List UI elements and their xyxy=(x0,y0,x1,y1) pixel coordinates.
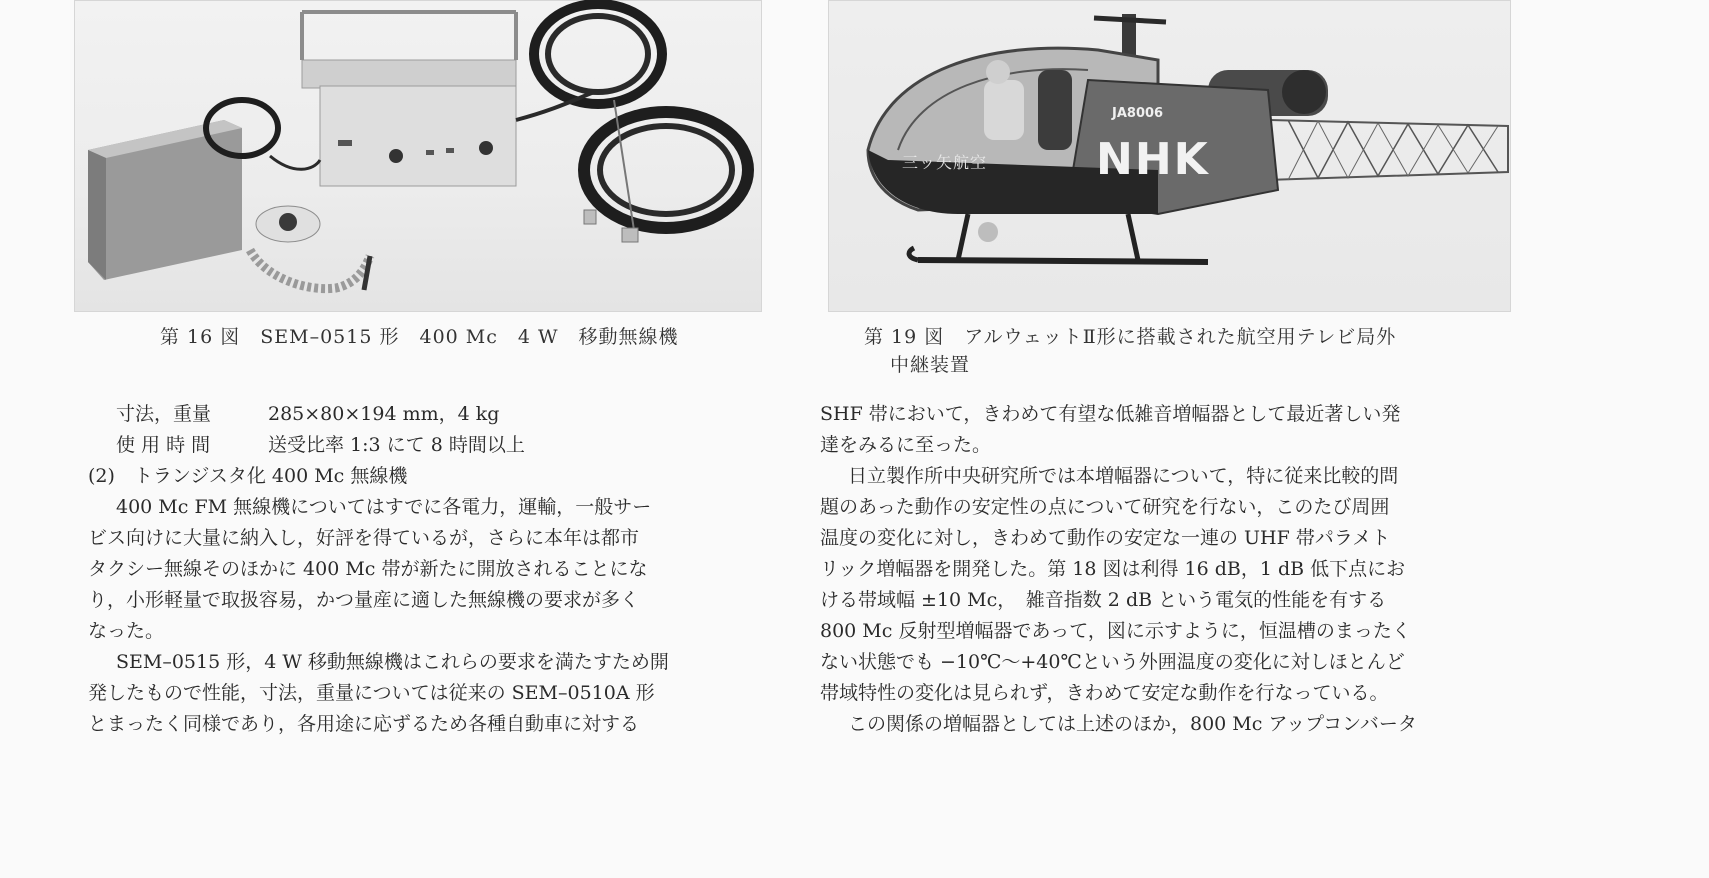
figure-19-caption-line-1: 第 19 図 アルウェットⅡ形に搭載された航空用テレビ局外 xyxy=(864,326,1397,348)
spec-value: 285×80×194 mm，4 kg xyxy=(268,403,500,425)
spec-label: 使 用 時 間 xyxy=(116,434,211,456)
paragraph-line: 達をみるに至った。 xyxy=(820,434,992,456)
spec-label: 寸法，重量 xyxy=(116,403,212,425)
section-heading: (2) トランジスタ化 400 Mc 無線機 xyxy=(88,465,408,487)
radio-equipment-illustration xyxy=(74,0,762,312)
figure-19-caption-line-2: 中継装置 xyxy=(890,354,971,376)
paragraph-line: この関係の増幅器としては上述のほか，800 Mc アップコンバータ xyxy=(848,713,1417,735)
paragraph-line: SHF 帯において，きわめて有望な低雑音増幅器として最近著しい発 xyxy=(820,403,1401,425)
spec-value: 送受比率 1:3 にて 8 時間以上 xyxy=(268,434,525,456)
paragraph-line: り，小形軽量で取扱容易，かつ量産に適した無線機の要求が多く xyxy=(88,589,640,611)
paragraph-line: なった。 xyxy=(88,620,165,642)
paragraph-line: ない状態でも −10℃～+40℃という外囲温度の変化に対しほとんど xyxy=(820,651,1405,673)
paragraph-line: 温度の変化に対し，きわめて動作の安定な一連の UHF 帯パラメト xyxy=(820,527,1391,549)
paragraph-line: ビス向けに大量に納入し，好評を得ているが，さらに本年は都市 xyxy=(88,527,640,549)
paragraph-line: 日立製作所中央研究所では本増幅器について，特に従来比較的問 xyxy=(848,465,1399,487)
paragraph-line: とまったく同様であり，各用途に応ずるため各種自動車に対する xyxy=(88,713,640,735)
helicopter-marking-nhk: NHK xyxy=(1096,134,1210,185)
paragraph-line: リック増幅器を開発した。第 18 図は利得 16 dB，1 dB 低下点にお xyxy=(820,558,1406,580)
paragraph-line: タクシー無線そのほかに 400 Mc 帯が新たに開放されることにな xyxy=(88,558,648,580)
paragraph-line: SEM–0515 形，4 W 移動無線機はこれらの要求を満たすため開 xyxy=(116,651,669,673)
left-text-column xyxy=(88,399,778,740)
paragraph-line: 発したもので性能，寸法，重量については従来の SEM–0510A 形 xyxy=(88,682,655,704)
paragraph-line: ける帯域幅 ±10 Mc， 雑音指数 2 dB という電気的性能を有する xyxy=(820,589,1387,611)
paragraph-line: 800 Mc 反射型増幅器であって，図に示すように，恒温槽のまったく xyxy=(820,620,1411,642)
spec-row xyxy=(88,399,778,430)
helicopter-marking-registration: JA8006 xyxy=(1112,106,1164,121)
figure-16-caption: 第 16 図 SEM–0515 形 400 Mc 4 W 移動無線機 xyxy=(160,326,679,348)
paragraph-line: 400 Mc FM 無線機についてはすでに各電力，運輸，一般サー xyxy=(116,496,652,518)
spec-row xyxy=(88,430,778,461)
right-text-column xyxy=(820,399,1515,740)
figure-19-photo xyxy=(828,0,1511,312)
paragraph-line: 帯域特性の変化は見られず，きわめて安定な動作を行なっている。 xyxy=(820,682,1389,704)
paragraph-line: 題のあった動作の安定性の点について研究を行ない，このたび周囲 xyxy=(820,496,1390,518)
figure-16-photo xyxy=(74,0,762,312)
helicopter-marking-mitsuya: 三ッ矢航空 xyxy=(902,153,988,172)
